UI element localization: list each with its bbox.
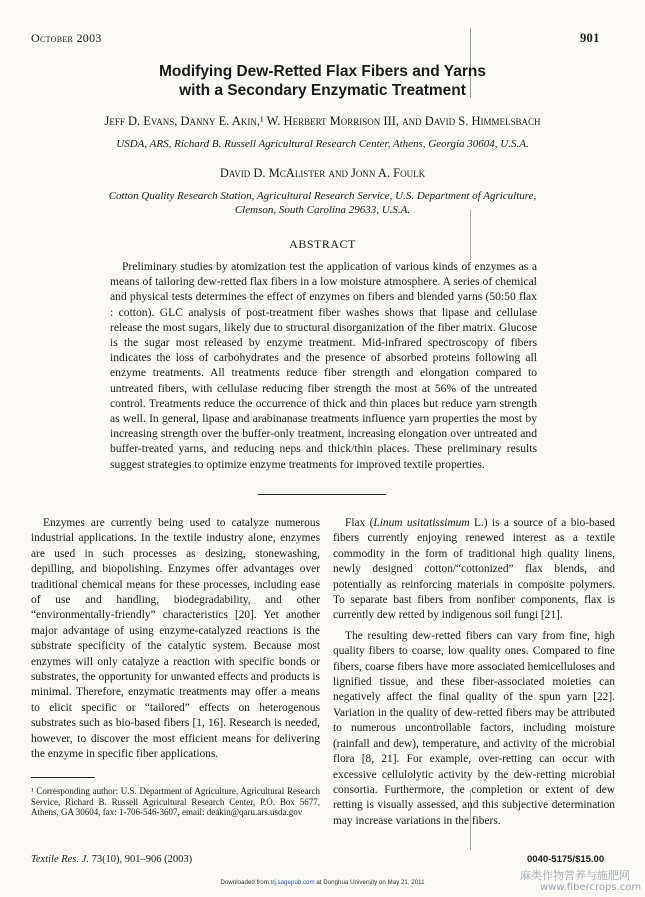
affiliation-1: USDA, ARS, Richard B. Russell Agricultural Research Center, Athens, Georgia 30604, U.S.A. [116, 138, 529, 150]
download-notice: Downloaded from trj.sagepub.com at Donghua University on May 21, 2011 [220, 879, 425, 886]
article-code: 0040-5175/$15.00 [527, 854, 605, 865]
abstract-heading: ABSTRACT [289, 237, 356, 251]
paper-title-line-2: with a Secondary Enzymatic Treatment [179, 82, 466, 99]
species-name: Linum usitatissimum [373, 517, 470, 529]
page-number: 901 [580, 31, 600, 45]
scan-artifact-line-2 [470, 210, 471, 260]
left-column [31, 516, 320, 763]
running-header-date: October 2003 [31, 31, 102, 45]
watermark-cn: 麻类作物营养与施肥网 [520, 869, 630, 882]
author-list-2: David D. McAlister and Jonn A. Foulk [219, 166, 426, 180]
section-divider [258, 494, 386, 495]
footnote: ¹ Corresponding author: U.S. Department of Agriculture, Agricultural Research Service, Richard B. Russell Agricultural Research Center, P.O. Box 5677, Athens, GA 30604, fax: 1-706-546-3607, email: deakin@qaru.ars.usda.gov [31, 786, 320, 818]
download-link[interactable]: trj.sagepub.com [270, 879, 315, 886]
watermark-url: www.fibercrops.com [540, 882, 642, 893]
journal-citation: Textile Res. J. 73(10), 901–906 (2003) [31, 854, 193, 865]
author-list-1: Jeff D. Evans, Danny E. Akin,¹ W. Herbert Morrison III, and David S. Himmelsbach [104, 114, 541, 128]
affiliation-2-line-2: Clemson, South Carolina 29633, U.S.A. [234, 204, 411, 216]
flax-paragraph: Flax (Linum usitatissimum L.) is a source of a bio-based fibers currently enjoying renewed interest as a textile commodity in the form of traditional high quality linens, newly designed cotton/“cottonized” flax blends, and potentially as reinforcing materials in composite polymers. To separate bast fibers from nonfiber components, flax is currently dew retted by indigenous soil fungi [21]. [333, 517, 615, 622]
footnote-divider [31, 777, 95, 778]
right-column [333, 516, 615, 829]
abstract-body: Preliminary studies by atomization test the application of various kinds of enzymes as a means of tailoring dew-retted flax fibers in a low moisture atmosphere. A series of chemical and physical tests determines the effect of enzymes on fibers and blended yarns (50:50 flax : cotton). GLC analysis of post-treatment fiber washes shows that lipase and cellulase release the most sugars, likely due to structural disorganization of the fiber matrix. Glucose is the sugar most released by enzyme treatment. Mid-infrared spectroscopy of fibers indicates the loss of carbohydrates and the presence of absorbed proteins following all enzyme treatments. All treatments reduce fiber strength and elongation compared to untreated fibers, with cellulase reducing fiber strength the most at 56% of the untreated control. Treatments reduce the occurrence of thick and thin places but reduce yarn strength as well. In general, lipase and arabinanase treatments influence yarn properties the most by increasing strength over the buffer-only treatment, increasing elongation over untreated and buffer-treated yarns, and reducing neps and thick/thin places. These preliminary results suggest strategies to optimize enzyme treatments for improved textile properties. [110, 260, 537, 471]
affiliation-2-line-1: Cotton Quality Research Station, Agricultural Research Service, U.S. Department of Agriculture, [108, 190, 537, 202]
dew-retting-paragraph: The resulting dew-retted fibers can vary from fine, high quality fibers to coarse, low quality ones. Compared to fine fibers, coarse fibers have more associated hemicelluloses and lignified tissue, and these fiber-associated moieties can negatively affect the final quality of the spun yarn [22]. Variation in the quality of dew-retted fibers may be attributed to numerous uncontrollable factors, including moisture (rainfall and dew), temperature, and activity of the microbial flora [8, 21]. For example, over-retting can occur with excessive cellulolytic activity by the dew-retting microbial consortia. Furthermore, the completion or extent of dew retting is visually assessed, and this subjective determination may increase variations in the fibers. [333, 629, 615, 827]
intro-paragraph: Enzymes are currently being used to catalyze numerous industrial applications. In the textile industry alone, enzymes are used in such processes as desizing, stonewashing, depilling, and biopolishing. Enzymes offer advantages over traditional chemical means for these processes, including ease of use and handling, biodegradability, and other “environmentally-friendly” characteristics [20]. Yet another major advantage of using enzyme-catalyzed reactions is the substrate specificity of the catalytic system. Because most enzymes will only catalyze a reaction with specific bonds or substrates, the opportunity for unwanted effects and products is minimal. Therefore, enzymatic treatments may offer a means to elicit specific or “tailored” effects on heterogenous substrates such as bio-based fibers [1, 16]. Research is needed, however, to discover the most efficient means for delivering the enzyme in specific fiber applications. [31, 517, 320, 761]
paper-title-line-1: Modifying Dew-Retted Flax Fibers and Yarns [159, 63, 486, 80]
